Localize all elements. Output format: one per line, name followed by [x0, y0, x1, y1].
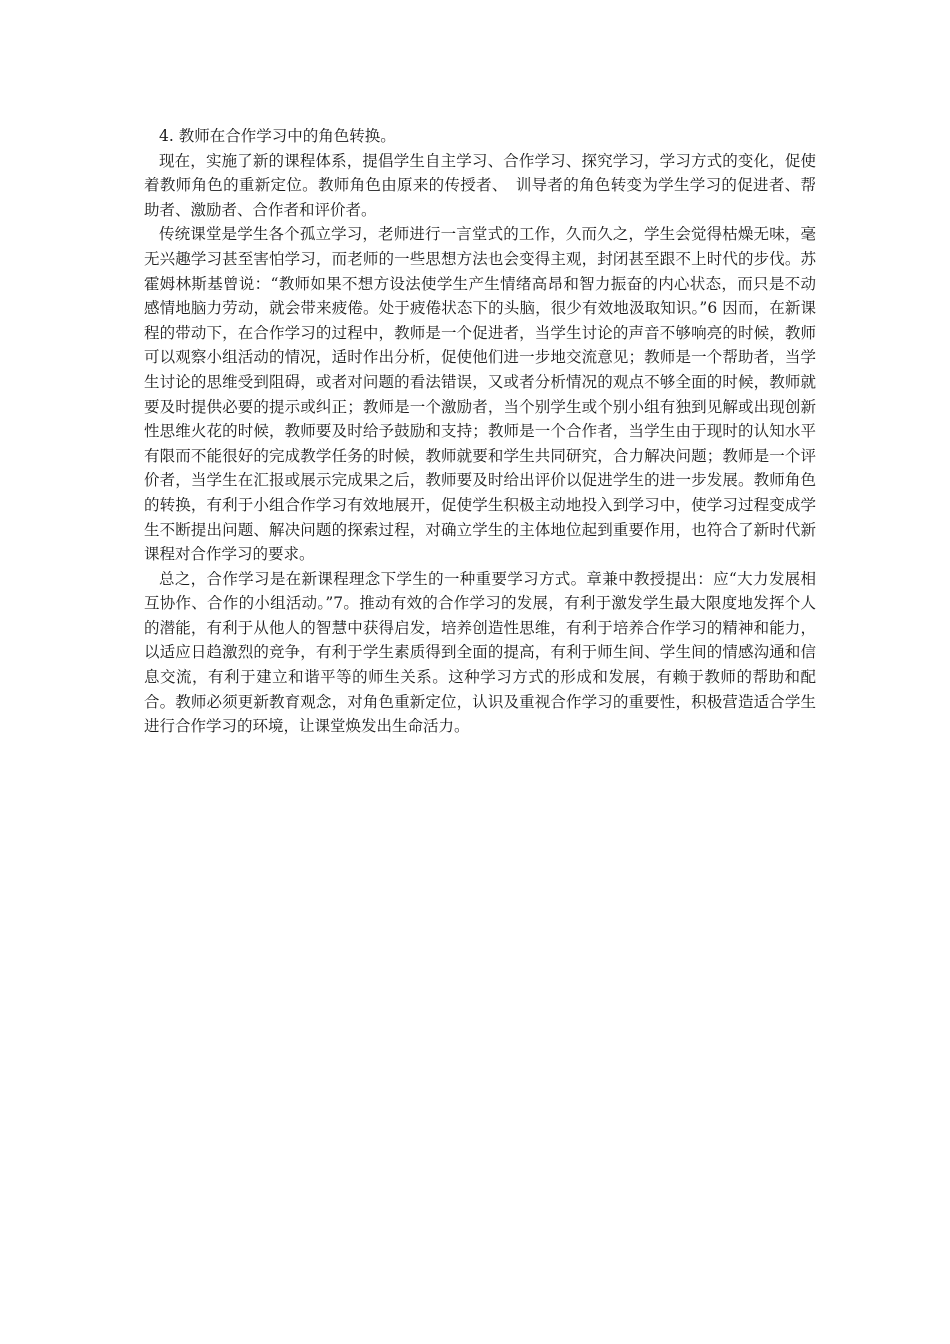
section-heading: 4. 教师在合作学习中的角色转换。 — [159, 127, 396, 145]
paragraph-conclusion: 总之，合作学习是在新课程理念下学生的一种重要学习方式。章兼中教授提出：应“大力发展相互协作、合作的小组活动。”7。推动有效的合作学习的发展，有利于激发学生最大限度地发挥个人的潜能，有利于从他人的智慧中获得启发，培养创造性思维，有利于培养合作学习的精神和能力，以适应日趋激烈的竞争，有利于学生素质得到全面的提高，有利于师生间、学生间的情感沟通和信息交流，有利于建立和谐平等的师生关系。这种学习方式的形成和发展，有赖于教师的帮助和配合。教师必须更新教育观念，对角色重新定位，认识及重视合作学习的重要性，积极营造适合学生进行合作学习的环境，让课堂焕发出生命活力。 — [144, 569, 816, 736]
paragraph-traditional-classroom: 传统课堂是学生各个孤立学习，老师进行一言堂式的工作，久而久之，学生会觉得枯燥无味，毫无兴趣学习甚至害怕学习，而老师的一些思想方法也会变得主观，封闭甚至跟不上时代的步伐。苏霍姆林斯基曾说：“教师如果不想方设法使学生产生情绪高昂和智力振奋的内心状态，而只是不动感情地脑力劳动，就会带来疲倦。处于疲倦状态下的头脑，很少有效地汲取知识。”6 因而，在新课程的带动下，在合作学习的过程中，教师是一个促进者，当学生讨论的声音不够响亮的时候，教师可以观察小组活动的情况，适时作出分析，促使他们进一步地交流意见；教师是一个帮助者，当学生讨论的思维受到阻碍，或者对问题的看法错误，又或者分析情况的观点不够全面的时候，教师就要及时提供必要的提示或纠正；教师是一个激励者，当个别学生或个别小组有独到见解或出现创新性思维火花的时候，教师要及时给予鼓励和支持；教师是一个合作者，当学生由于现时的认知水平有限而不能很好的完成教学任务的时候，教师就要和学生共同研究，合力解决问题；教师是一个评价者，当学生在汇报或展示完成果之后，教师要及时给出评价以促进学生的进一步发展。教师角色的转换，有利于小组合作学习有效地展开，促使学生积极主动地投入到学习中，使学习过程变成学生不断提出问题、解决问题的探索过程，对确立学生的主体地位起到重要作用，也符合了新时代新课程对合作学习的要求。 — [144, 225, 816, 564]
document-page — [144, 124, 816, 739]
paragraph-role-shift: 现在，实施了新的课程体系，提倡学生自主学习、合作学习、探究学习，学习方式的变化，促使着教师角色的重新定位。教师角色由原来的传授者、 训导者的角色转变为学生学习的促进者、帮助者、激励者、合作者和评价者。 — [144, 151, 816, 219]
